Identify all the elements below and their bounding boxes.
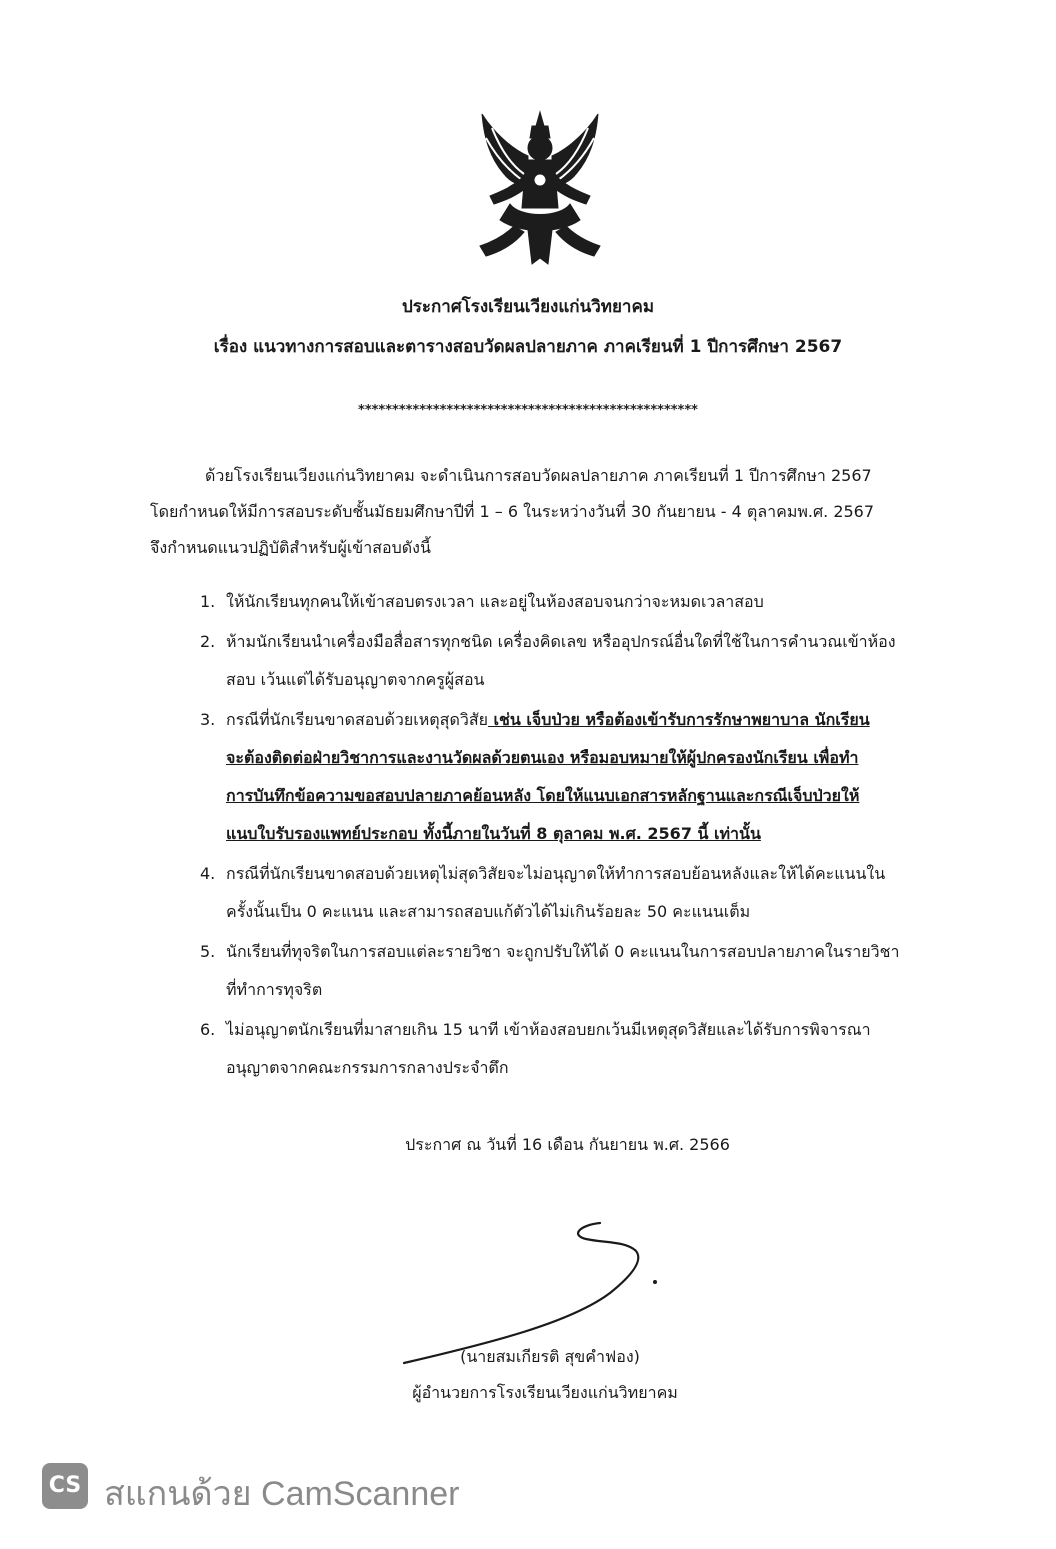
rule-text: นักเรียนที่ทุจริตในการสอบแต่ละรายวิชา จะถูกปรับให้ได้ 0 คะแนนในการสอบปลายภาคในรายวิชา (226, 942, 900, 961)
intro-line-2: โดยกำหนดให้มีการสอบระดับชั้นมัธยมศึกษาปีที่ 1 – 6 ในระหว่างวันที่ 30 กันยายน - 4 ตุลาคมพ.ศ. 2567 (150, 502, 875, 521)
intro-line-3: จึงกำหนดแนวปฏิบัติสำหรับผู้เข้าสอบดังนี้ (150, 538, 431, 557)
rule-text: ครั้งนั้นเป็น 0 คะแนน และสามารถสอบแก้ตัวได้ไม่เกินร้อยละ 50 คะแนนเต็ม (226, 902, 751, 921)
rule-text-underlined: แนบใบรับรองแพทย์ประกอบ ทั้งนี้ภายในวันที่ 8 ตุลาคม พ.ศ. 2567 นี้ เท่านั้น (226, 824, 761, 843)
rule-text: ไม่อนุญาตนักเรียนที่มาสายเกิน 15 นาที เข้าห้องสอบยกเว้นมีเหตุสุดวิสัยและได้รับการพิจารณา (226, 1020, 871, 1039)
intro-paragraph (150, 458, 965, 566)
rule-item-4 (200, 855, 970, 931)
rule-text-underlined: จะต้องติดต่อฝ่ายวิชาการและงานวัดผลด้วยตนเอง หรือมอบหมายให้ผู้ปกครองนักเรียน เพื่อทำ (226, 748, 859, 767)
rule-text-underlined: เช่น เจ็บป่วย หรือต้องเข้ารับการรักษาพยาบาล นักเรียน (487, 710, 870, 729)
announcement-heading: ประกาศโรงเรียนเวียงแก่นวิทยาคม (401, 297, 655, 317)
garuda-emblem (470, 108, 610, 268)
rule-item-1 (200, 583, 970, 621)
rule-text-underlined: การบันทึกข้อความขอสอบปลายภาคย้อนหลัง โดยให้แนบเอกสารหลักฐานและกรณีเจ็บป่วยให้ (226, 786, 860, 805)
rule-number: 5. (200, 942, 216, 961)
signatory-name: (นายสมเกียรติ สุขคำฟอง) (460, 1347, 640, 1366)
camscanner-logo: CS (42, 1463, 88, 1509)
signature-scribble (390, 1215, 670, 1365)
rule-number: 2. (200, 632, 216, 651)
rule-text: สอบ เว้นแต่ได้รับอนุญาตจากครูผู้สอน (226, 670, 485, 689)
rule-text: กรณีที่นักเรียนขาดสอบด้วยเหตุสุดวิสัย (226, 710, 488, 729)
rule-number: 6. (200, 1020, 216, 1039)
rule-item-2 (200, 623, 970, 699)
camscanner-watermark: สแกนด้วย CamScanner (104, 1475, 460, 1513)
rule-text: ให้นักเรียนทุกคนให้เข้าสอบตรงเวลา และอยู่ในห้องสอบจนกว่าจะหมดเวลาสอบ (226, 592, 764, 611)
divider-asterisks: ************************************************** (358, 403, 698, 418)
rule-item-6 (200, 1011, 970, 1087)
rule-item-5 (200, 933, 970, 1009)
rule-text: ห้ามนักเรียนนำเครื่องมือสื่อสารทุกชนิด เครื่องคิดเลข หรืออุปกรณ์อื่นใดที่ใช้ในการคำนวณเข้าห้อง (226, 632, 896, 651)
rules-list (200, 583, 970, 1089)
rule-item-3 (200, 701, 970, 853)
rule-text: ที่ทำการทุจริต (226, 980, 323, 999)
rule-number: 4. (200, 864, 216, 883)
announcement-subject: เรื่อง แนวทางการสอบและตารางสอบวัดผลปลายภาค ภาคเรียนที่ 1 ปีการศึกษา 2567 (213, 337, 843, 357)
rule-number: 1. (200, 592, 216, 611)
rule-text: กรณีที่นักเรียนขาดสอบด้วยเหตุไม่สุดวิสัยจะไม่อนุญาตให้ทำการสอบย้อนหลังและให้ได้คะแนนใน (226, 864, 886, 883)
rule-number: 3. (200, 710, 216, 729)
announcement-date: ประกาศ ณ วันที่ 16 เดือน กันยายน พ.ศ. 2566 (405, 1135, 730, 1154)
intro-line-1: ด้วยโรงเรียนเวียงแก่นวิทยาคม จะดำเนินการสอบวัดผลปลายภาค ภาคเรียนที่ 1 ปีการศึกษา 2567 (205, 466, 872, 485)
rule-text: อนุญาตจากคณะกรรมการกลางประจำตึก (226, 1058, 509, 1077)
signatory-position: ผู้อำนวยการโรงเรียนเวียงแก่นวิทยาคม (412, 1383, 678, 1402)
